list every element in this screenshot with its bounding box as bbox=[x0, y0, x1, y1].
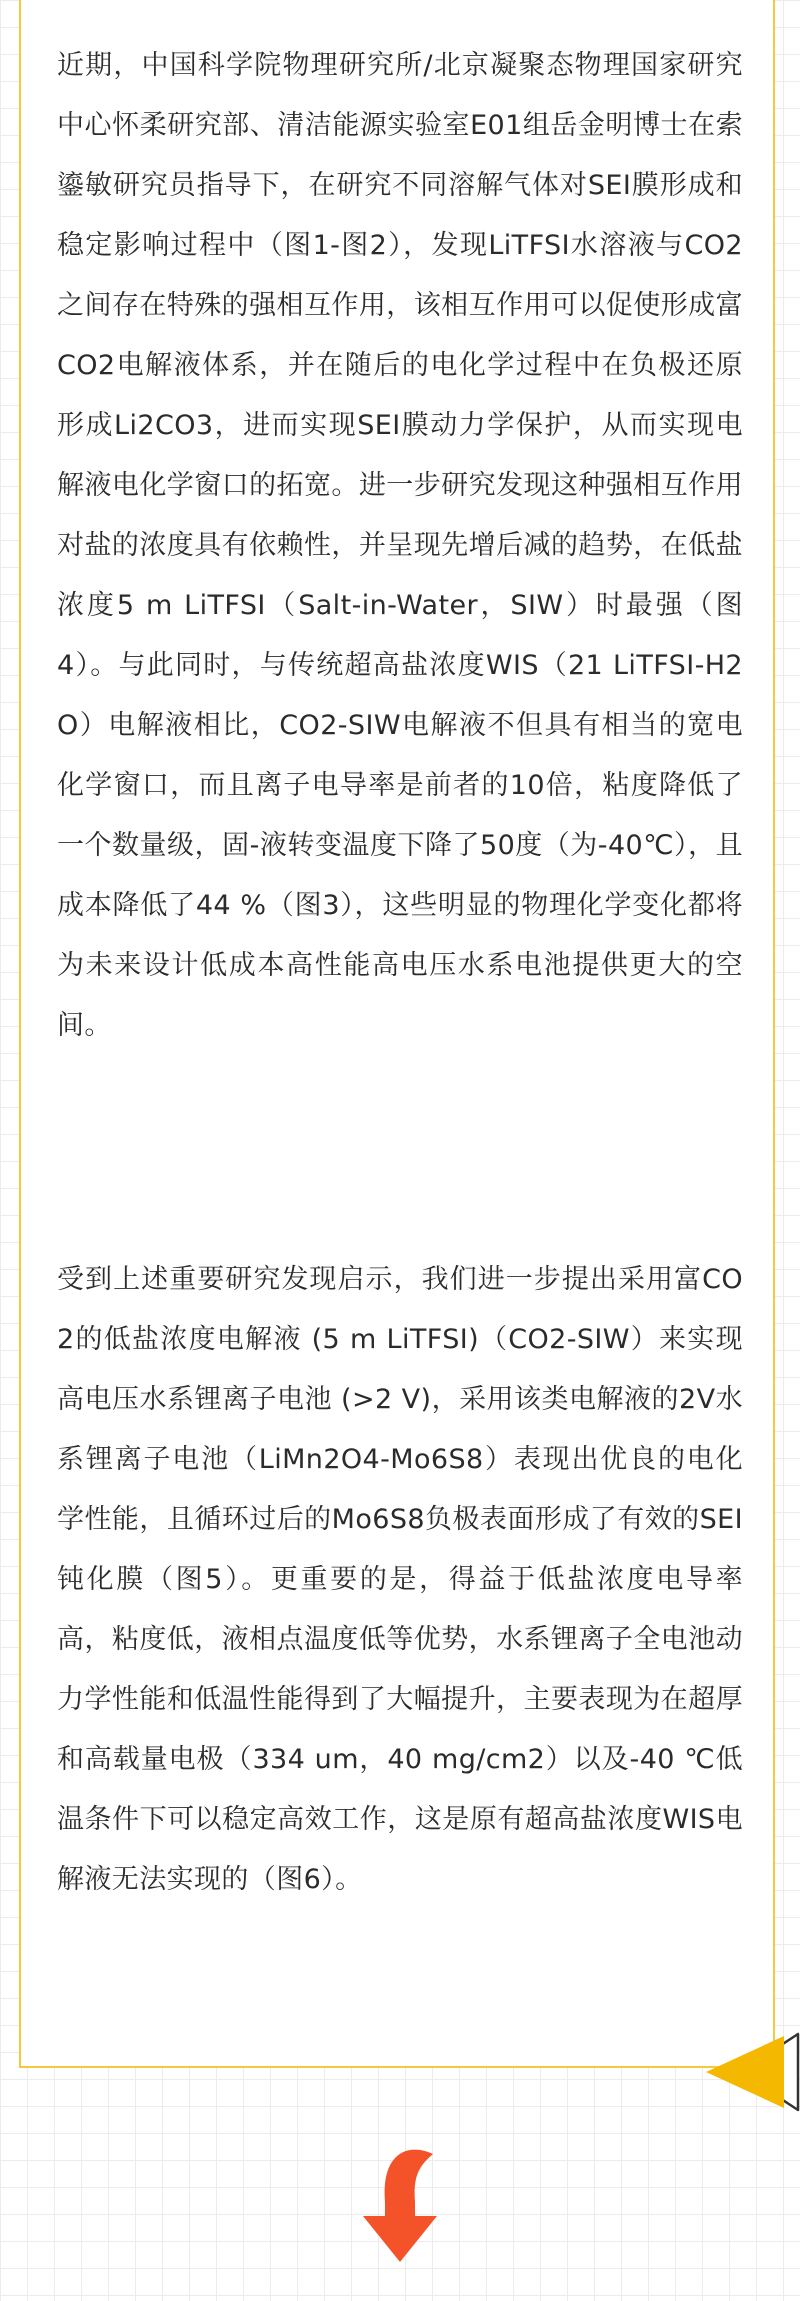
article-card bbox=[19, 0, 775, 2068]
article-paragraph-2: 受到上述重要研究发现启示，我们进一步提出采用富CO2的低盐浓度电解液 (5 m LiTFSI)（CO2-SIW）来实现高电压水系锂离子电池 (>2 V)，采用该类电解液的2V水系锂离子电池（LiMn2O4-Mo6S8）表现出优良的电化学性能，且循环过后的Mo6S8负极表面形成了有效的SEI钝化膜（图5）。更重要的是，得益于低盐浓度电导率高，粘度低，液相点温度低等优势，水系锂离子全电池动力学性能和低温性能得到了大幅提升，主要表现为在超厚和高载量电极（334 um，40 mg/cm2）以及-40 ℃低温条件下可以稳定高效工作，这是原有超高盐浓度WIS电解液无法实现的（图6）。 bbox=[57, 1264, 743, 1895]
curved-down-arrow-icon bbox=[355, 2140, 445, 2266]
article-paragraph-1: 近期，中国科学院物理研究所/北京凝聚态物理国家研究中心怀柔研究部、清洁能源实验室E01组岳金明博士在索鎏敏研究员指导下，在研究不同溶解气体对SEI膜形成和稳定影响过程中（图1-图2），发现LiTFSI水溶液与CO2之间存在特殊的强相互作用，该相互作用可以促使形成富CO2电解液体系，并在随后的电化学过程中在负极还原形成Li2CO3，进而实现SEI膜动力学保护，从而实现电解液电化学窗口的拓宽。进一步研究发现这种强相互作用对盐的浓度具有依赖性，并呈现先增后减的趋势，在低盐浓度5 m LiTFSI（Salt-in-Water，SIW）时最强（图4）。与此同时，与传统超高盐浓度WIS（21 LiTFSI-H2O）电解液相比，CO2-SIW电解液不但具有相当的宽电化学窗口，而且离子电导率是前者的10倍，粘度降低了一个数量级，固-液转变温度下降了50度（为-40℃），且成本降低了44 %（图3），这些明显的物理化学变化都将为未来设计低成本高性能高电压水系电池提供更大的空间。 bbox=[57, 50, 743, 1041]
corner-triangle-icon bbox=[700, 2030, 800, 2114]
